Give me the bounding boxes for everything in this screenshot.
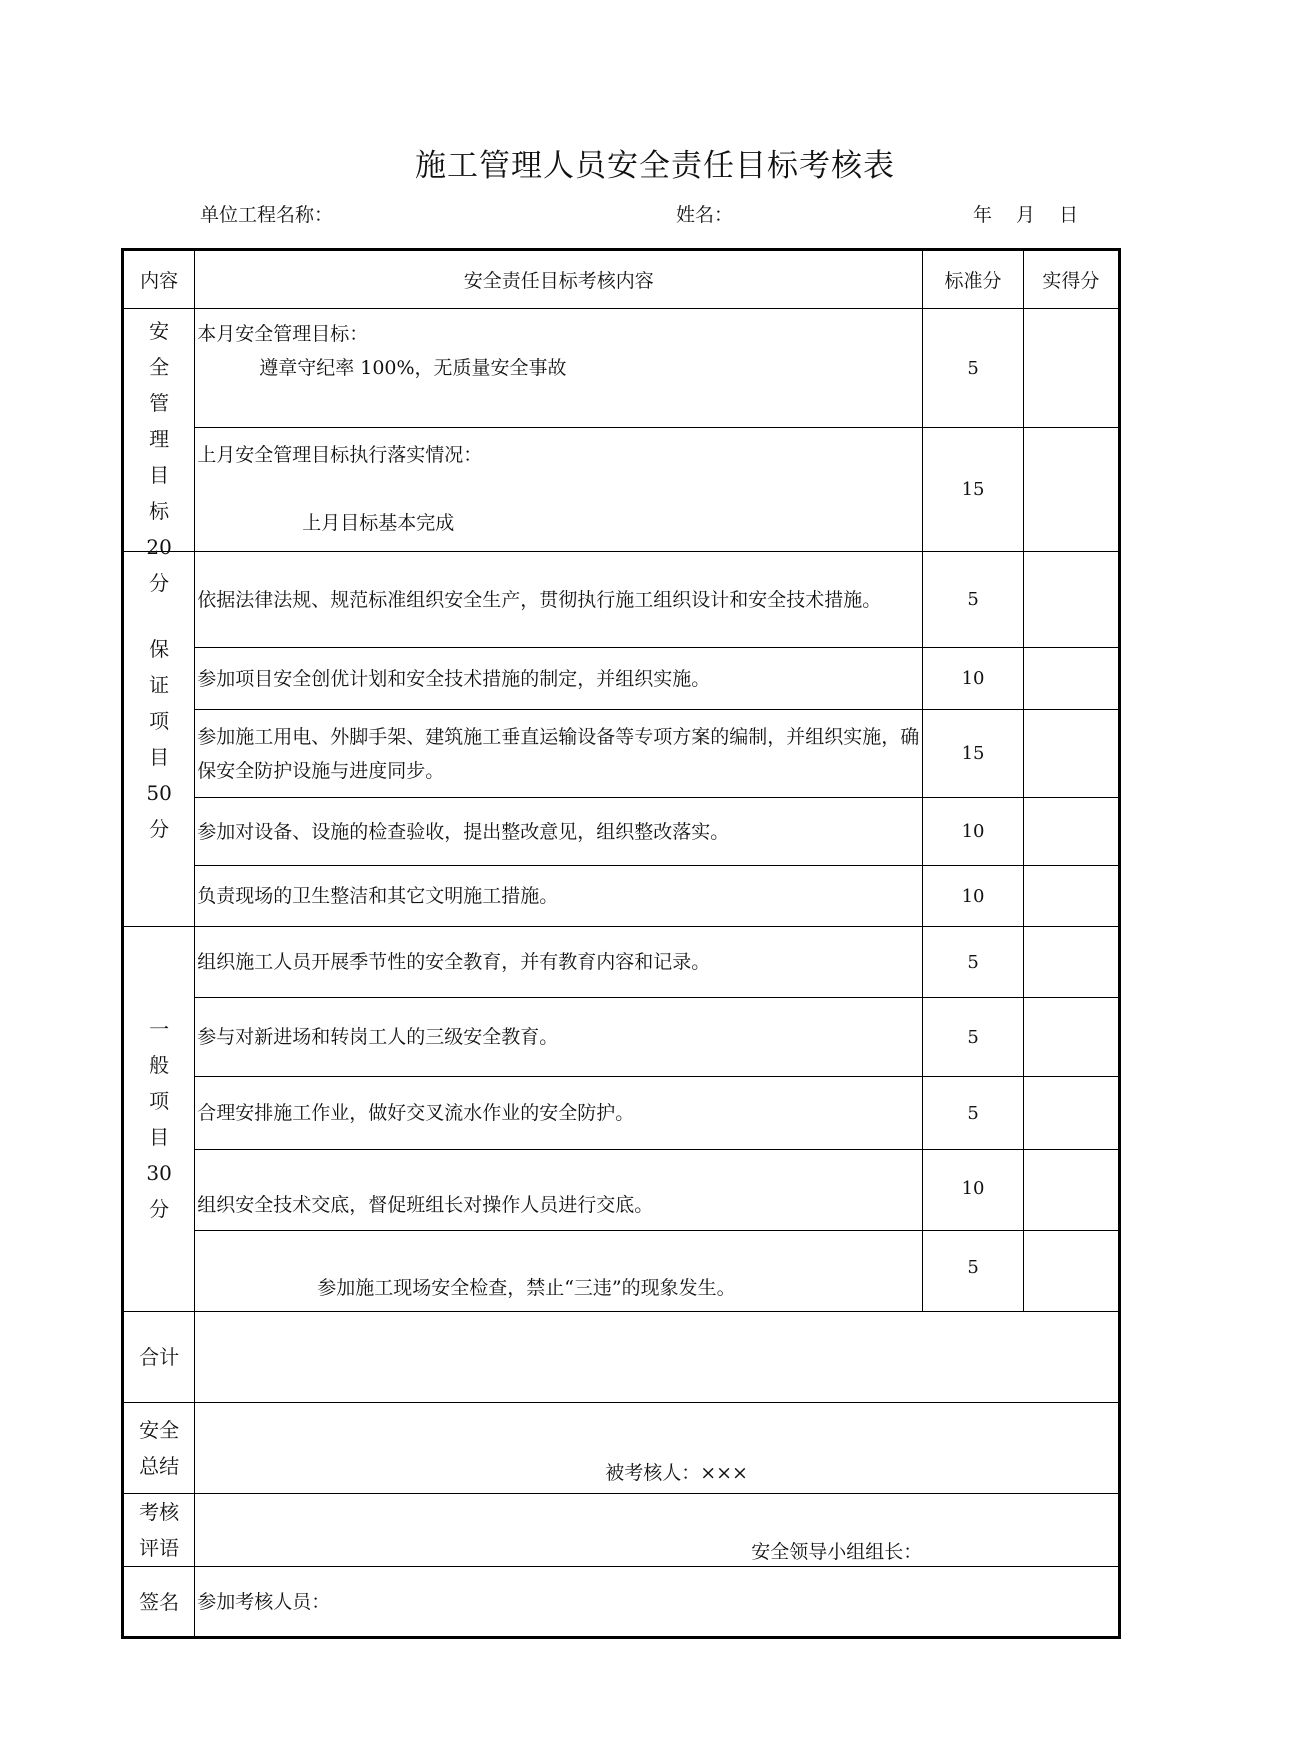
actual-score-cell[interactable] <box>1023 552 1119 648</box>
page-title: 施工管理人员安全责任目标考核表 <box>415 148 895 184</box>
total-row <box>123 1312 1120 1403</box>
date-label: 年 月 日 <box>973 204 1079 226</box>
standard-score: 15 <box>923 710 1023 798</box>
summary-signer: 被考核人：××× <box>605 1462 748 1484</box>
standard-score: 5 <box>923 309 1023 428</box>
table-row <box>123 1231 1120 1312</box>
summary-label: 安全总结 <box>123 1403 195 1494</box>
header-standard-score: 标准分 <box>923 250 1023 309</box>
table-row <box>123 1077 1120 1150</box>
standard-score: 5 <box>923 552 1023 648</box>
table-row <box>123 798 1120 866</box>
actual-score-cell[interactable] <box>1023 1231 1119 1312</box>
actual-score-cell[interactable] <box>1023 648 1119 710</box>
actual-score-cell[interactable] <box>1023 1150 1119 1231</box>
content-cell: 上月安全管理目标执行落实情况： 上月目标基本完成 <box>195 428 923 552</box>
sign-label: 签名 <box>123 1567 195 1638</box>
content-cell: 参与对新进场和转岗工人的三级安全教育。 <box>195 998 923 1077</box>
table-row <box>123 710 1120 798</box>
content-cell: 参加对设备、设施的检查验收，提出整改意见，组织整改落实。 <box>195 798 923 866</box>
standard-score: 5 <box>923 1231 1023 1312</box>
total-value-cell[interactable] <box>195 1312 1120 1403</box>
standard-score: 15 <box>923 428 1023 552</box>
category-target: 安全管理目标20分 <box>123 309 195 552</box>
standard-score: 5 <box>923 927 1023 998</box>
actual-score-cell[interactable] <box>1023 927 1119 998</box>
standard-score: 5 <box>923 998 1023 1077</box>
sign-row <box>123 1567 1120 1638</box>
actual-score-cell[interactable] <box>1023 309 1119 428</box>
table-row <box>123 866 1120 927</box>
header-actual-score: 实得分 <box>1023 250 1119 309</box>
actual-score-cell[interactable] <box>1023 798 1119 866</box>
comment-signer: 安全领导小组组长： <box>751 1541 923 1563</box>
content-cell: 合理安排施工作业，做好交叉流水作业的安全防护。 <box>195 1077 923 1150</box>
table-row <box>123 428 1120 552</box>
header-content: 安全责任目标考核内容 <box>195 250 923 309</box>
standard-score: 10 <box>923 798 1023 866</box>
sign-cell[interactable]: 参加考核人员： <box>195 1567 1120 1638</box>
table-row <box>123 927 1120 998</box>
actual-score-cell[interactable] <box>1023 1077 1119 1150</box>
actual-score-cell[interactable] <box>1023 998 1119 1077</box>
standard-score: 10 <box>923 1150 1023 1231</box>
table-row <box>123 998 1120 1077</box>
person-name-label: 姓名： <box>676 204 734 226</box>
table-header-row <box>123 250 1120 309</box>
comment-cell[interactable] <box>195 1494 1120 1567</box>
comment-row <box>123 1494 1120 1567</box>
actual-score-cell[interactable] <box>1023 866 1119 927</box>
table-row <box>123 552 1120 648</box>
table-row <box>123 1150 1120 1231</box>
table-row <box>123 309 1120 428</box>
actual-score-cell[interactable] <box>1023 428 1119 552</box>
content-cell: 参加施工用电、外脚手架、建筑施工垂直运输设备等专项方案的编制，并组织实施，确保安全防护设施与进度同步。 <box>195 710 923 798</box>
category-guarantee: 保证项目50分 <box>123 552 195 927</box>
standard-score: 5 <box>923 1077 1023 1150</box>
content-cell: 组织安全技术交底，督促班组长对操作人员进行交底。 <box>195 1150 923 1231</box>
table-row <box>123 648 1120 710</box>
assessment-table <box>121 248 1121 1639</box>
summary-cell[interactable] <box>195 1403 1120 1494</box>
content-cell: 组织施工人员开展季节性的安全教育，并有教育内容和记录。 <box>195 927 923 998</box>
content-cell: 参加施工现场安全检查，禁止“三违”的现象发生。 <box>195 1231 923 1312</box>
content-cell: 本月安全管理目标： 遵章守纪率 100%，无质量安全事故 <box>195 309 923 428</box>
total-label: 合计 <box>123 1312 195 1403</box>
category-general: 一般项目30分 <box>123 927 195 1312</box>
content-cell: 负责现场的卫生整洁和其它文明施工措施。 <box>195 866 923 927</box>
project-name-label: 单位工程名称： <box>200 204 334 226</box>
comment-label: 考核评语 <box>123 1494 195 1567</box>
content-cell: 参加项目安全创优计划和安全技术措施的制定，并组织实施。 <box>195 648 923 710</box>
actual-score-cell[interactable] <box>1023 710 1119 798</box>
standard-score: 10 <box>923 648 1023 710</box>
header-category: 内容 <box>123 250 195 309</box>
content-cell: 依据法律法规、规范标准组织安全生产，贯彻执行施工组织设计和安全技术措施。 <box>195 552 923 648</box>
standard-score: 10 <box>923 866 1023 927</box>
summary-row <box>123 1403 1120 1494</box>
